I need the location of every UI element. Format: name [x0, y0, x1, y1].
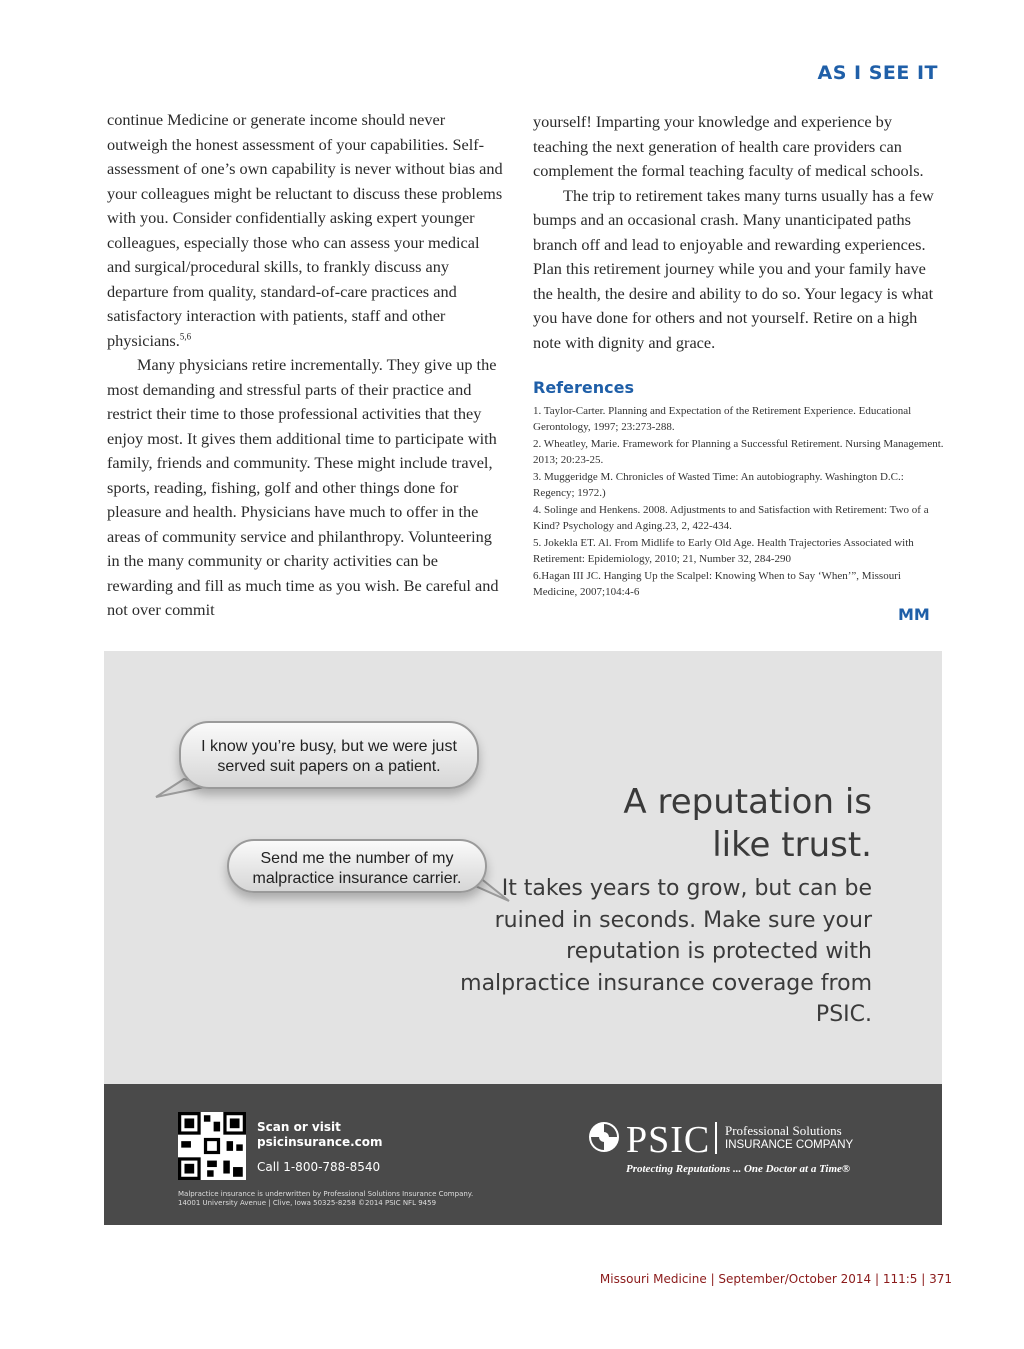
scan-cta[interactable]: Scan or visit psicinsurance.com — [257, 1120, 383, 1149]
qr-code-icon[interactable] — [178, 1112, 246, 1180]
paragraph: yourself! Imparting your knowledge and experience by teaching the next generation of health care providers can complement the formal teaching faculty of medical schools. — [533, 112, 924, 180]
paragraph: continue Medicine or generate income should never outweigh the honest assessment of your capabilities. Self-assessment of one’s own capability is never without bias and your colleagues might be reluctant to discuss these problems with you. Consider confidentially asking expert younger colleagues, especially those who can assess your medical and surgical/procedural skills, to frankly discuss any departure from quality, standard-of-care practices and satisfactory interaction with patients, staff and other physicians.$^{5,6}$ — [107, 110, 503, 350]
references-heading: References — [533, 378, 634, 397]
psic-tagline: Protecting Reputations ... One Doctor at a Time® — [626, 1163, 851, 1175]
paragraph: The trip to retirement takes many turns usually has a few bumps and an occasional crash. Many unanticipated paths branch off and lead to enjoyable and rewarding experiences. Plan this retirement journey while you and your family have the health, the desire and ability to do so. Your legacy is what you have done for others and not yourself. Retire on a high note with dignity and grace. — [533, 185, 934, 352]
reference-item: 6.Hagan III JC. Hanging Up the Scalpel: Knowing When to Say ‘When’”, Missouri Medicine, 2007;104:4-6 — [533, 569, 901, 598]
logo-divider — [715, 1122, 717, 1154]
section-tag: AS I SEE IT — [817, 62, 938, 84]
ad-body-copy: It takes years to grow, but can be ruined in seconds. Make sure your reputation is protected with malpractice insurance coverage from PSIC. — [460, 876, 872, 1027]
page-footer: Missouri Medicine | September/October 2014 | 111:5 | 371 — [599, 1272, 952, 1286]
ad-headline: A reputation is like trust. — [623, 782, 872, 865]
citation-superscript: 5,6 — [179, 331, 192, 342]
psic-advertisement[interactable] — [104, 651, 942, 1225]
psic-swirl-logo-icon — [587, 1120, 621, 1154]
right-column — [533, 110, 945, 601]
psic-wordmark: PSIC — [626, 1119, 711, 1161]
left-column — [107, 108, 507, 623]
company-name: Professional Solutions INSURANCE COMPANY — [725, 1123, 854, 1151]
end-mark: MM — [898, 605, 930, 624]
speech-bubble-1: I know you’re busy, but we were just served suit papers on a patient. — [179, 721, 479, 789]
fine-print: Malpractice insurance is underwritten by Professional Solutions Insurance Company. 14001 University Avenue | Clive, Iowa 50325-8258 ©2014 PSIC NFL 9459 — [178, 1190, 474, 1207]
phone-number[interactable]: Call 1-800-788-8540 — [257, 1160, 381, 1174]
reference-item: 2. Wheatley, Marie. Framework for Planning a Successful Retirement. Nursing Management. 2013; 20:23-25. — [533, 437, 944, 466]
reference-item: 1. Taylor-Carter. Planning and Expectation of the Retirement Experience. Educational Gerontology, 1997; 23:273-288. — [533, 404, 912, 433]
speech-bubble-2: Send me the number of my malpractice insurance carrier. — [227, 839, 487, 893]
ad-footer-bar — [104, 1084, 942, 1225]
reference-item: 3. Muggeridge M. Chronicles of Wasted Time: An autobiography. Washington D.C.: Regency; 1972.) — [533, 470, 904, 499]
paragraph: Many physicians retire incrementally. They give up the most demanding and stressful parts of their practice and restrict their time to those professional activities that they enjoy most. It gives them additional time to participate with family, friends and community. These might include travel, sports, reading, fishing, golf and other things done for pleasure and health. Physicians have much to offer in the areas of community service and philanthropy. Volunteering in the many community or charity activities can be rewarding and fill as much time as you wish. Be careful and not over commit — [107, 355, 499, 619]
reference-item: 4. Solinge and Henkens. 2008. Adjustments to and Satisfaction with Retirement: Two of a Kind? Psychology and Aging.23, 2, 422-434. — [533, 503, 929, 532]
reference-item: 5. Jokekla ET. Al. From Midlife to Early Old Age. Health Trajectories Associated with Retirement: Epidemiology, 2010; 21, Number 32, 284-290 — [533, 536, 914, 565]
